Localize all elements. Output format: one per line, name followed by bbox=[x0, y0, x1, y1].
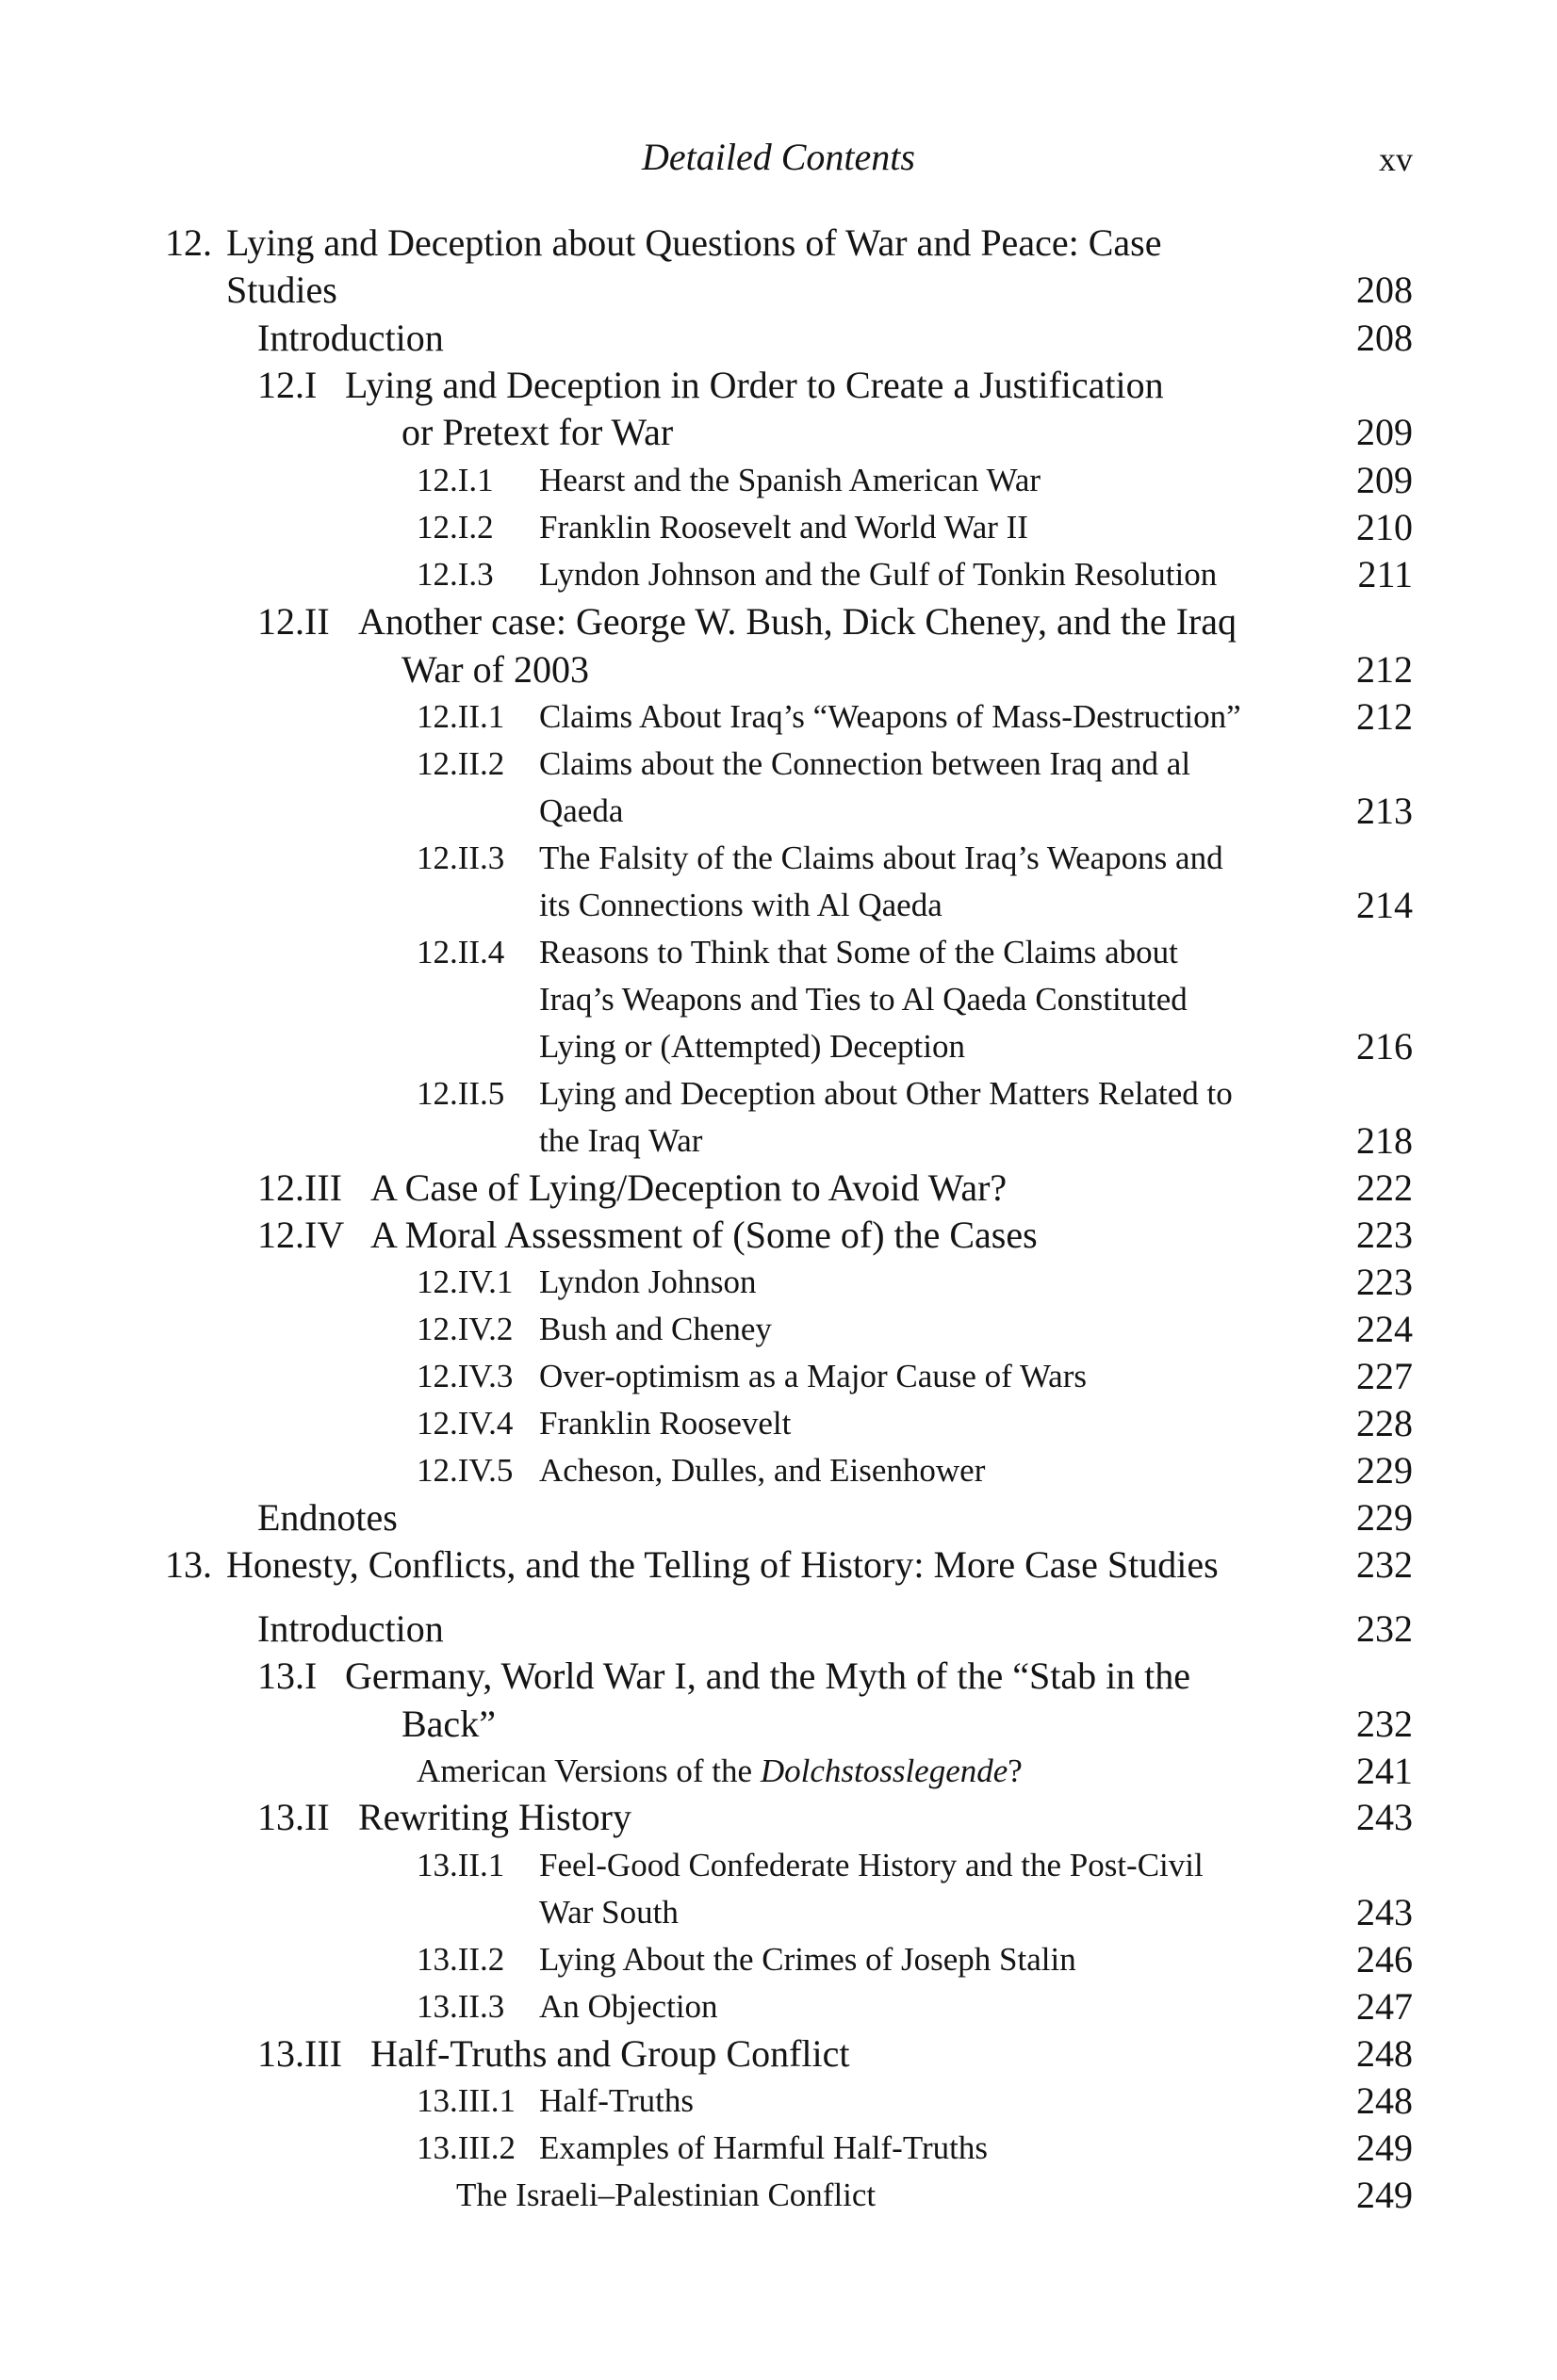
toc-number: 12.I.2 bbox=[417, 509, 494, 546]
toc-subsection bbox=[0, 1748, 1557, 1797]
toc-title: Another case: George W. Bush, Dick Cheney, and the Iraq bbox=[358, 600, 1237, 643]
toc-page: 211 bbox=[1357, 553, 1413, 595]
toc-subsection bbox=[0, 2078, 1557, 2127]
toc-continuation bbox=[0, 1117, 1557, 1166]
toc-number: 12.IV bbox=[257, 1214, 345, 1256]
toc-number: 12.I bbox=[257, 364, 318, 406]
toc-title: Lying and Deception in Order to Create a Justification bbox=[345, 364, 1164, 406]
toc-subsection bbox=[0, 457, 1557, 506]
page-number: xv bbox=[1379, 140, 1413, 178]
toc-section-12-iii bbox=[0, 1165, 1557, 1214]
toc-number: 12.IV.3 bbox=[417, 1358, 514, 1394]
toc-subsection bbox=[0, 2125, 1557, 2174]
toc-section-13-iii bbox=[0, 2030, 1557, 2079]
toc-continuation bbox=[0, 1023, 1557, 1072]
toc-title: An Objection bbox=[539, 1988, 718, 2025]
toc-title: Lying and Deception about Questions of War and Peace: Case bbox=[226, 221, 1162, 264]
toc-page: 243 bbox=[1356, 1891, 1413, 1933]
toc-number: 12.IV.5 bbox=[417, 1452, 514, 1489]
toc-title: Examples of Harmful Half-Truths bbox=[539, 2129, 988, 2166]
toc-number: 13.II.1 bbox=[417, 1847, 505, 1883]
toc-continuation bbox=[0, 409, 1557, 458]
toc-title: American Versions of the Dolchstosslegende? bbox=[417, 1752, 1023, 1789]
toc-page: 232 bbox=[1356, 1543, 1413, 1586]
toc-subsection bbox=[0, 2172, 1557, 2221]
toc-subsection bbox=[0, 504, 1557, 553]
toc-subsection bbox=[0, 741, 1557, 790]
toc-number: 12.II.2 bbox=[417, 745, 505, 782]
toc-title: Lyndon Johnson and the Gulf of Tonkin Resolution bbox=[539, 556, 1218, 593]
toc-page: 222 bbox=[1356, 1166, 1413, 1209]
toc-page: 249 bbox=[1356, 2174, 1413, 2216]
toc-title: A Moral Assessment of (Some of) the Cases bbox=[370, 1214, 1038, 1256]
toc-page: 227 bbox=[1356, 1355, 1413, 1397]
toc-page: 232 bbox=[1356, 1703, 1413, 1745]
toc-title: Half-Truths bbox=[539, 2082, 694, 2119]
toc-continuation bbox=[0, 976, 1557, 1025]
toc-number: 12.IV.1 bbox=[417, 1263, 514, 1300]
toc-title: Endnotes bbox=[257, 1496, 398, 1539]
toc-page: 208 bbox=[1356, 317, 1413, 359]
toc-page: 216 bbox=[1356, 1025, 1413, 1068]
toc-title: its Connections with Al Qaeda bbox=[539, 887, 942, 923]
toc-subsection bbox=[0, 929, 1557, 978]
toc-page: 249 bbox=[1356, 2127, 1413, 2169]
toc-title: Franklin Roosevelt bbox=[539, 1405, 792, 1442]
toc-number: 12.II.1 bbox=[417, 698, 505, 735]
toc-title: Claims About Iraq’s “Weapons of Mass-Destruction” bbox=[539, 698, 1241, 735]
toc-page: 224 bbox=[1356, 1308, 1413, 1350]
toc-page: 229 bbox=[1356, 1496, 1413, 1539]
toc-page: 243 bbox=[1356, 1796, 1413, 1838]
toc-number: 12. bbox=[165, 221, 212, 264]
toc-subsection bbox=[0, 1259, 1557, 1308]
toc-chapter-13 bbox=[0, 1541, 1557, 1590]
toc-title: Bush and Cheney bbox=[539, 1311, 772, 1347]
toc-title: Introduction bbox=[257, 1607, 444, 1650]
toc-subsection bbox=[0, 1070, 1557, 1119]
toc-continuation bbox=[0, 788, 1557, 837]
toc-number: 13. bbox=[165, 1543, 212, 1586]
toc-page: 241 bbox=[1356, 1750, 1413, 1792]
toc-chapter-12 bbox=[0, 220, 1557, 269]
toc-number: 13.I bbox=[257, 1655, 318, 1697]
toc-continuation bbox=[0, 882, 1557, 931]
toc-title: Over-optimism as a Major Cause of Wars bbox=[539, 1358, 1087, 1394]
toc-page: 213 bbox=[1356, 790, 1413, 832]
toc-page: 212 bbox=[1356, 648, 1413, 691]
running-header-title: Detailed Contents bbox=[642, 136, 915, 178]
toc-title: Germany, World War I, and the Myth of the “Stab in the bbox=[345, 1655, 1191, 1697]
toc-title: Claims about the Connection between Iraq and al bbox=[539, 745, 1191, 782]
toc-title: Back” bbox=[402, 1703, 496, 1745]
toc-subsection bbox=[0, 1353, 1557, 1402]
toc-title: Hearst and the Spanish American War bbox=[539, 462, 1041, 498]
toc-page: 210 bbox=[1356, 506, 1413, 548]
toc-number: 13.III.1 bbox=[417, 2082, 516, 2119]
toc-number: 12.IV.4 bbox=[417, 1405, 514, 1442]
toc-section-12-ii bbox=[0, 598, 1557, 647]
toc-title: The Israeli–Palestinian Conflict bbox=[456, 2176, 877, 2213]
toc-title: Introduction bbox=[257, 317, 444, 359]
toc-number: 12.I.1 bbox=[417, 462, 494, 498]
toc-number: 13.III bbox=[257, 2032, 342, 2075]
toc-title-italic: Dolchstosslegende bbox=[760, 1752, 1008, 1789]
toc-page: 248 bbox=[1356, 2079, 1413, 2122]
toc-title: Lying or (Attempted) Deception bbox=[539, 1028, 965, 1065]
toc-page: 247 bbox=[1356, 1985, 1413, 2028]
toc-subsection bbox=[0, 1842, 1557, 1891]
toc-subsection bbox=[0, 1983, 1557, 2032]
toc-subsection bbox=[0, 835, 1557, 884]
toc-title: Honesty, Conflicts, and the Telling of History: More Case Studies bbox=[226, 1543, 1219, 1586]
toc-page: 212 bbox=[1356, 695, 1413, 738]
toc-subsection bbox=[0, 1447, 1557, 1496]
toc-number: 12.I.3 bbox=[417, 556, 494, 593]
toc-section-12-iv bbox=[0, 1212, 1557, 1261]
toc-title: War of 2003 bbox=[402, 648, 589, 691]
toc-number: 13.III.2 bbox=[417, 2129, 516, 2166]
toc-title: Lying About the Crimes of Joseph Stalin bbox=[539, 1941, 1076, 1978]
toc-title: Lying and Deception about Other Matters Related to bbox=[539, 1075, 1233, 1112]
toc-page: 229 bbox=[1356, 1449, 1413, 1492]
toc-title: Qaeda bbox=[539, 792, 624, 829]
toc-title: the Iraq War bbox=[539, 1122, 703, 1159]
toc-page: 218 bbox=[1356, 1119, 1413, 1162]
toc-number: 12.III bbox=[257, 1166, 342, 1209]
toc-section-13-ii bbox=[0, 1794, 1557, 1843]
toc-page: 246 bbox=[1356, 1938, 1413, 1981]
toc-page: 248 bbox=[1356, 2032, 1413, 2075]
toc-entry bbox=[0, 1606, 1557, 1655]
toc-number: 12.II.5 bbox=[417, 1075, 505, 1112]
toc-page: 228 bbox=[1356, 1402, 1413, 1444]
toc-number: 13.II.3 bbox=[417, 1988, 505, 2025]
toc-entry bbox=[0, 1494, 1557, 1543]
toc-number: 12.II bbox=[257, 600, 330, 643]
toc-title: Iraq’s Weapons and Ties to Al Qaeda Constituted bbox=[539, 981, 1188, 1018]
toc-subsection bbox=[0, 1306, 1557, 1355]
toc-title: War South bbox=[539, 1894, 679, 1931]
toc-page: 223 bbox=[1356, 1214, 1413, 1256]
toc-continuation bbox=[0, 1701, 1557, 1750]
toc-continuation bbox=[0, 267, 1557, 316]
toc-title: or Pretext for War bbox=[402, 411, 674, 453]
toc-subsection bbox=[0, 551, 1557, 600]
toc-continuation bbox=[0, 1889, 1557, 1938]
toc-page: 223 bbox=[1356, 1261, 1413, 1303]
toc-title: Reasons to Think that Some of the Claims about bbox=[539, 934, 1178, 970]
toc-number: 12.II.4 bbox=[417, 934, 505, 970]
toc-section-13-i bbox=[0, 1653, 1557, 1702]
toc-subsection bbox=[0, 693, 1557, 742]
toc-number: 12.II.3 bbox=[417, 840, 505, 876]
toc-entry bbox=[0, 315, 1557, 364]
toc-number: 13.II.2 bbox=[417, 1941, 505, 1978]
toc-section-12-i bbox=[0, 362, 1557, 411]
toc-title: Half-Truths and Group Conflict bbox=[370, 2032, 850, 2075]
toc-title: Rewriting History bbox=[358, 1796, 631, 1838]
toc-title: The Falsity of the Claims about Iraq’s Weapons and bbox=[539, 840, 1223, 876]
toc-page: 209 bbox=[1356, 459, 1413, 501]
toc-subsection bbox=[0, 1936, 1557, 1985]
toc-page: 214 bbox=[1356, 884, 1413, 926]
toc-title: Feel-Good Confederate History and the Post-Civil bbox=[539, 1847, 1204, 1883]
toc-number: 13.II bbox=[257, 1796, 330, 1838]
toc-continuation bbox=[0, 646, 1557, 695]
toc-page: 232 bbox=[1356, 1607, 1413, 1650]
toc-title: Franklin Roosevelt and World War II bbox=[539, 509, 1028, 546]
toc-title: A Case of Lying/Deception to Avoid War? bbox=[370, 1166, 1008, 1209]
toc-title: Studies bbox=[226, 269, 337, 311]
toc-page: 208 bbox=[1356, 269, 1413, 311]
toc-number: 12.IV.2 bbox=[417, 1311, 514, 1347]
toc-title: Acheson, Dulles, and Eisenhower bbox=[539, 1452, 986, 1489]
toc-subsection bbox=[0, 1400, 1557, 1449]
toc-page: 209 bbox=[1356, 411, 1413, 453]
toc-title: Lyndon Johnson bbox=[539, 1263, 757, 1300]
